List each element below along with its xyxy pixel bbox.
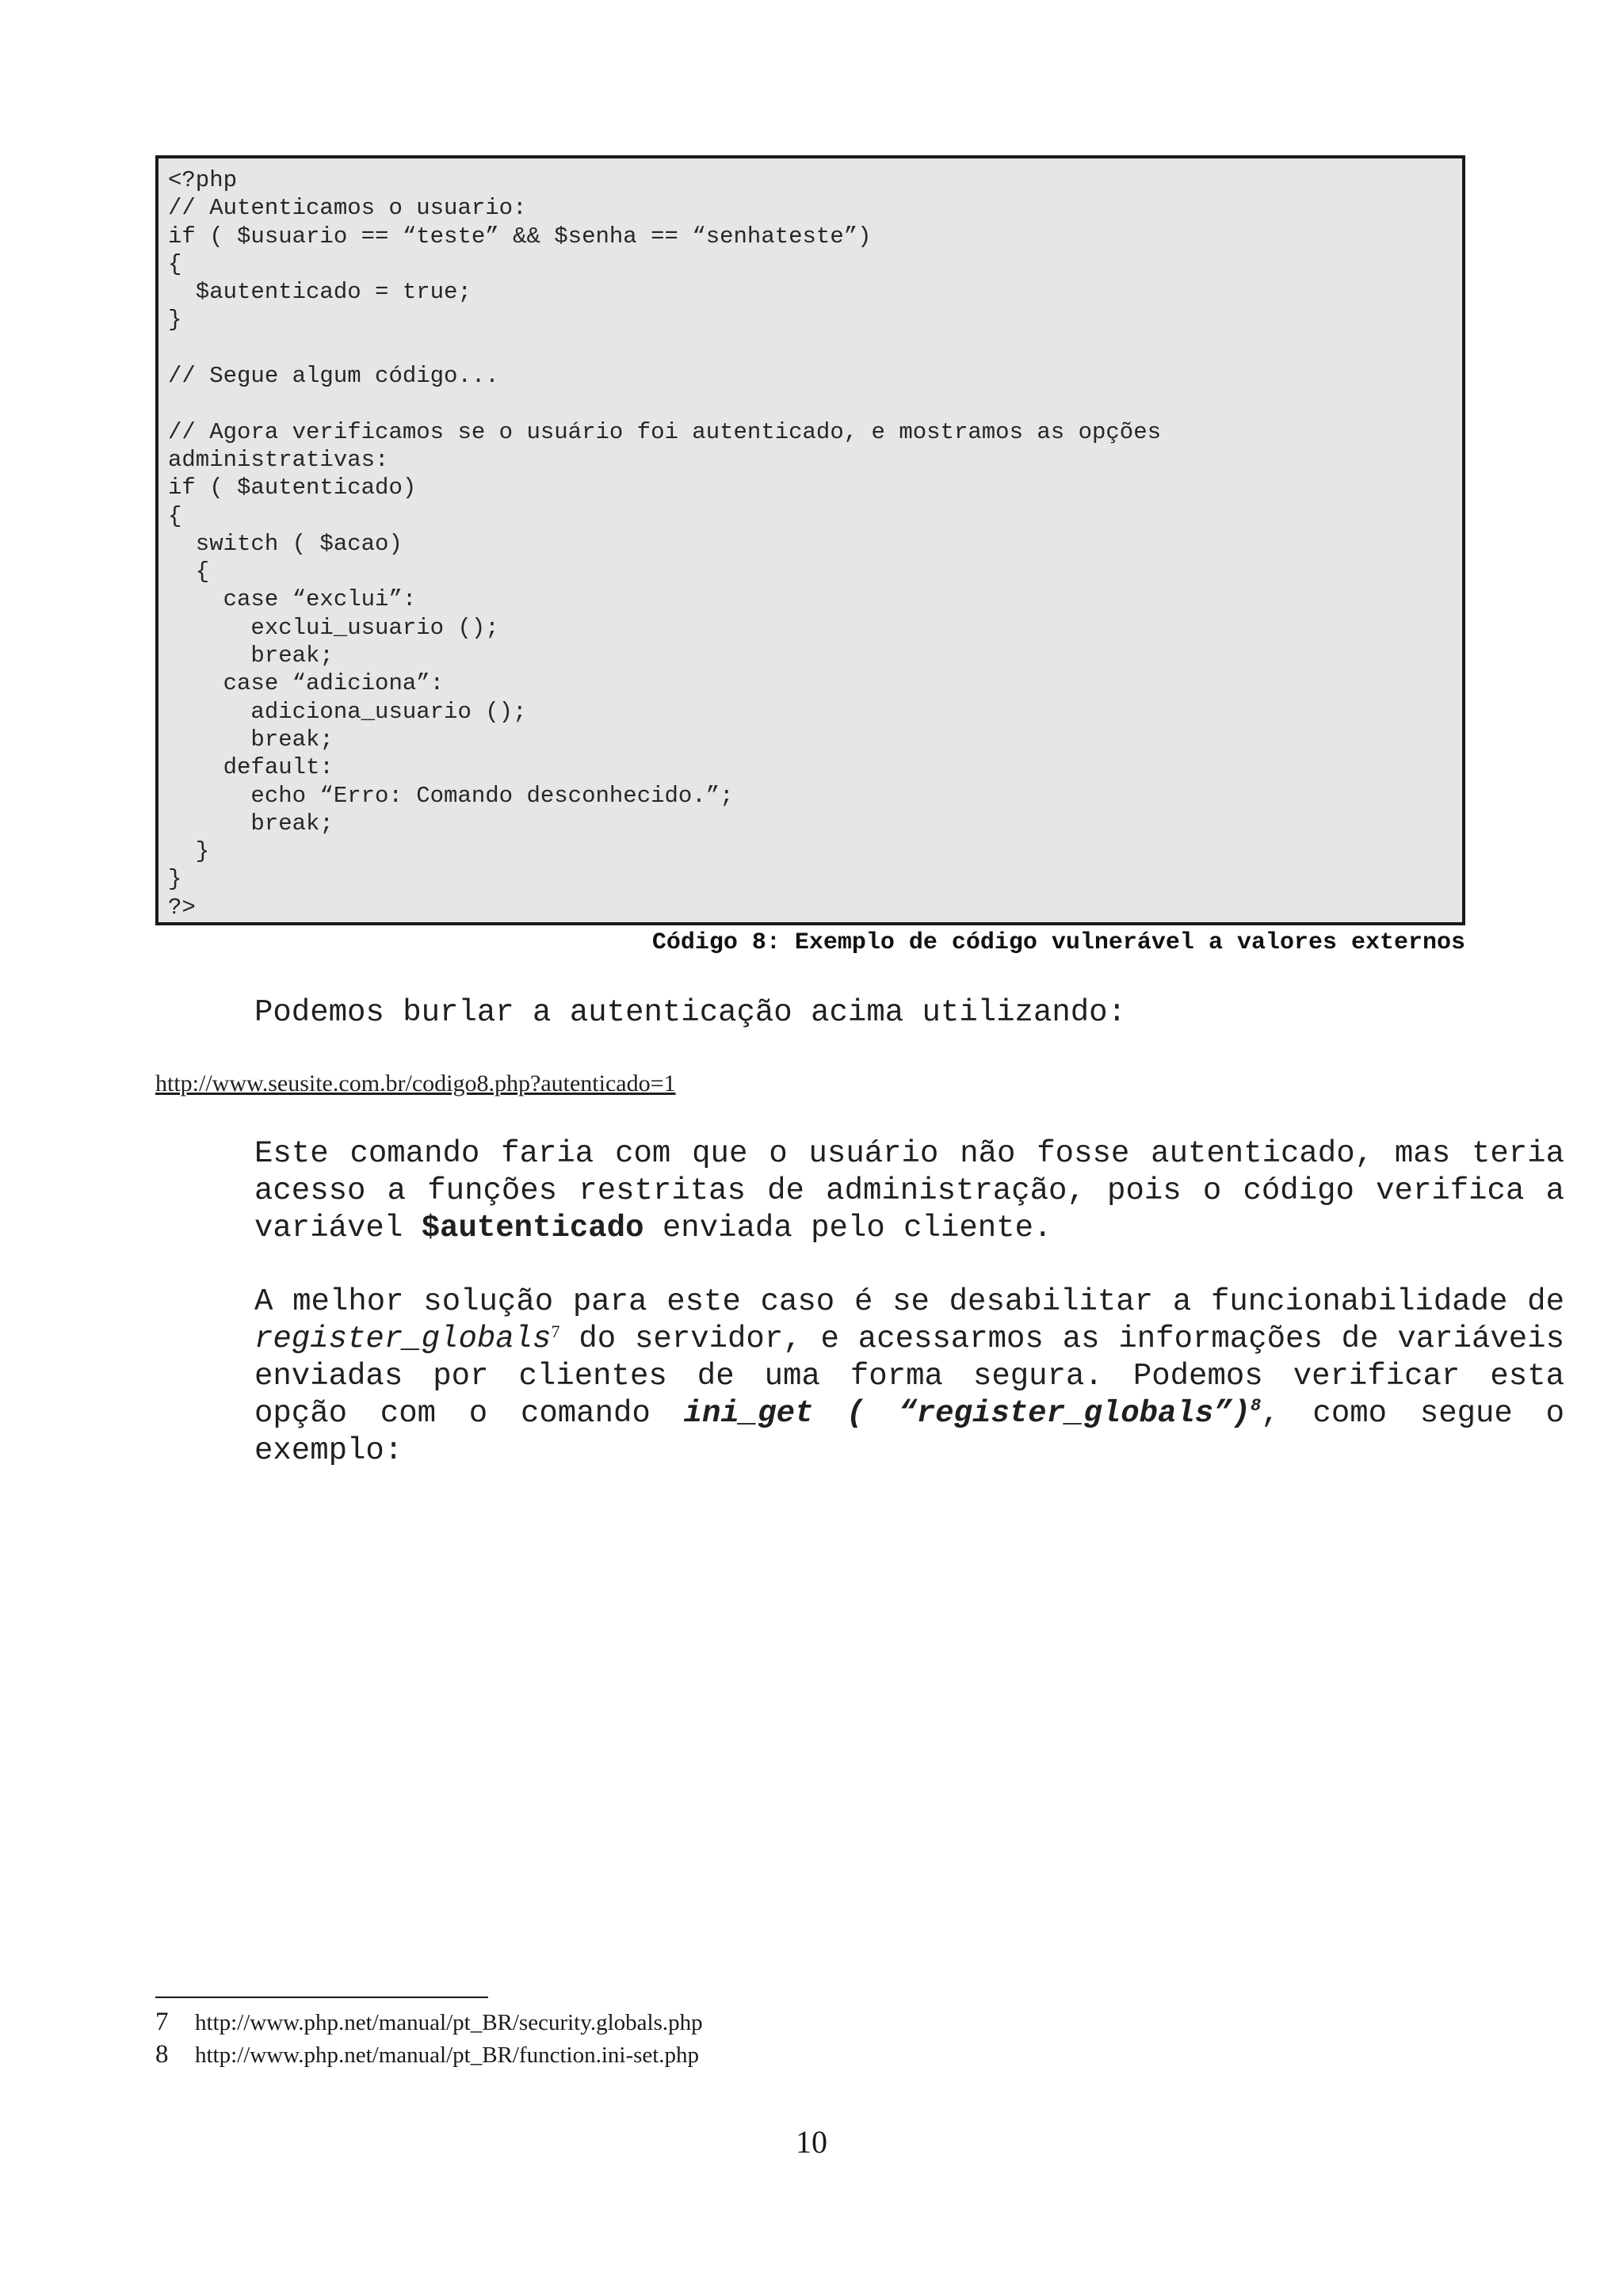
footnote-7 (155, 2006, 703, 2039)
code-line: break; (168, 726, 334, 753)
code-line: default: (168, 754, 334, 781)
code-line: { (168, 502, 182, 529)
code-line: case “exclui”: (168, 586, 417, 613)
register-globals-term: register_globals (254, 1322, 552, 1356)
footnotes (155, 2006, 703, 2071)
footnote-8 (155, 2039, 703, 2071)
footnote-ref-7[interactable]: 7 (551, 1322, 560, 1341)
footnote-number: 8 (155, 2040, 169, 2069)
code-listing-box (155, 155, 1465, 925)
paragraph-explanation (155, 1135, 1564, 1247)
code-line: break; (168, 810, 334, 837)
code-line: $autenticado = true; (168, 279, 472, 306)
code-line: // Autenticamos o usuario: (168, 195, 527, 222)
footnote-ref-8[interactable]: 8 (1251, 1396, 1262, 1416)
code-line: <?php (168, 167, 238, 193)
footnote-number: 7 (155, 2008, 169, 2036)
code-line: } (168, 307, 182, 334)
code-line: administrativas: (168, 446, 389, 473)
code-line: } (168, 866, 182, 893)
code-line: ?> (168, 894, 196, 921)
code-line: // Agora verificamos se o usuário foi autenticado, e mostramos as opções (168, 418, 1162, 445)
code-line: case “adiciona”: (168, 670, 445, 697)
code-line: { (168, 250, 182, 277)
code-line: { (168, 559, 210, 585)
footnote-separator (155, 1997, 488, 1998)
code-line: if ( $usuario == “teste” && $senha == “senhateste”) (168, 223, 872, 250)
variable-autenticado: $autenticado (421, 1211, 644, 1245)
paragraph-solution-text-1: A melhor solução para este caso é se desabilitar a funcionabilidade de (254, 1284, 1564, 1319)
code-line: echo “Erro: Comando desconhecido.”; (168, 782, 734, 809)
paragraph-explanation-text: Este comando faria com que o usuário não fosse autenticado, mas teria acesso a funções restritas de administração, pois o código verifica a variável (254, 1136, 1564, 1245)
page-number: 10 (796, 2124, 827, 2160)
code-line: switch ( $acao) (168, 530, 403, 557)
code-line: exclui_usuario (); (168, 614, 499, 641)
code-line: // Segue algum código... (168, 363, 499, 390)
footnote-link[interactable]: http://www.php.net/manual/pt_BR/security.globals.php (195, 2010, 703, 2035)
paragraph-solution (155, 1283, 1564, 1470)
paragraph-solution-text-2: do servidor, e acessarmos as informações de variáveis enviadas por clientes de uma forma segura. Podemos verificar esta opção com o comando (254, 1322, 1564, 1431)
ini-get-command: ini_get ( “register_globals”) (683, 1396, 1251, 1431)
code-line: adiciona_usuario (); (168, 698, 527, 725)
code-caption: Código 8: Exemplo de código vulnerável a valores externos (651, 929, 1465, 956)
paragraph-solution-text-3: , como segue o exemplo: (254, 1396, 1565, 1468)
paragraph-intro: Podemos burlar a autenticação acima utilizando: (254, 995, 1126, 1030)
code-line: break; (168, 643, 334, 669)
paragraph-explanation-end: enviada pelo cliente. (643, 1211, 1052, 1245)
code-listing (168, 166, 1454, 921)
code-line: if ( $autenticado) (168, 475, 417, 502)
example-url-link[interactable]: http://www.seusite.com.br/codigo8.php?autenticado=1 (155, 1070, 676, 1097)
footnote-link[interactable]: http://www.php.net/manual/pt_BR/function.ini-set.php (195, 2042, 700, 2068)
code-line: } (168, 838, 210, 865)
